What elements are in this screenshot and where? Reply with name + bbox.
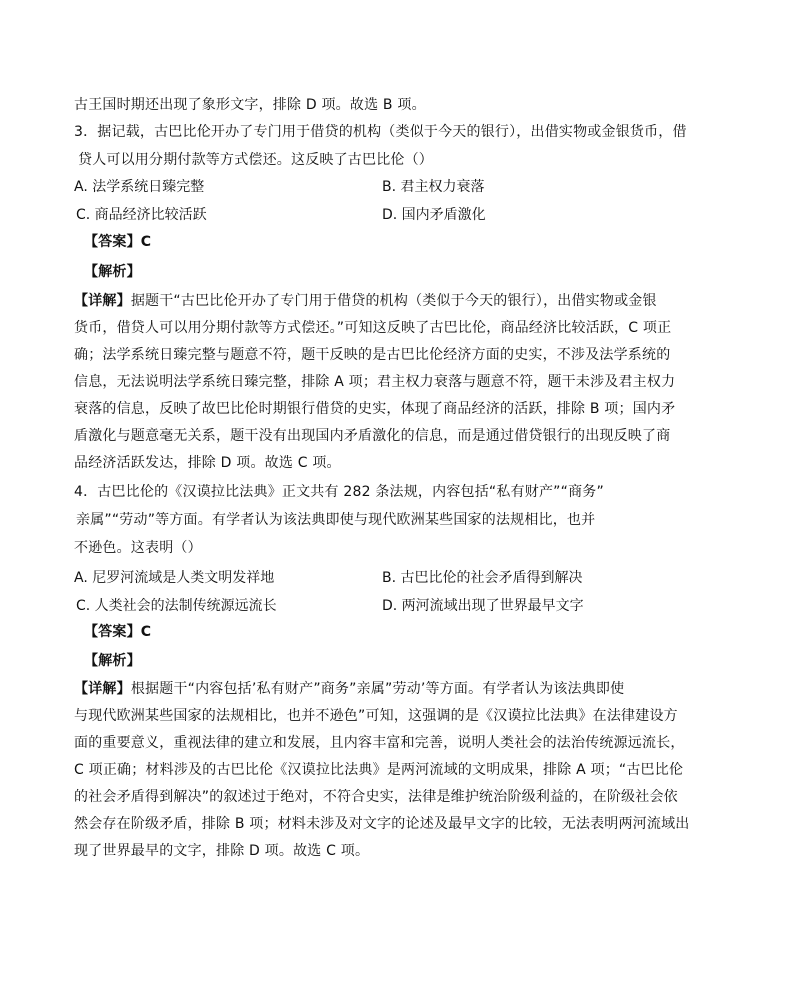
q3-detail-line-2: 货币，借贷人可以用分期付款等方式偿还。”可知这反映了古巴比伦，商品经济比较活跃，C 项正 [74,320,672,336]
q3-option-c: C. 商品经济比较活跃 [76,207,207,223]
q4-detail-line-1: 【详解】根据题干“内容包括’私有财产”商务”亲属”劳动’等方面。有学者认为该法典即使 [74,681,625,697]
q4-option-b: B. 古巴比伦的社会矛盾得到解决 [382,570,583,586]
q4-option-a: A. 尼罗河流域是人类文明发祥地 [74,570,275,586]
q4-detail-label: 【详解】 [74,681,131,697]
q3-detail-label: 【详解】 [74,293,131,309]
q3-answer: 【答案】C [84,234,152,250]
q3-detail-line-3: 确；法学系统日臻完整与题意不符，题干反映的是古巴比伦经济方面的史实，不涉及法学系统的 [74,347,671,363]
q3-stem-line-2: 贷人可以用分期付款等方式偿还。这反映了古巴比伦（） [78,152,433,168]
q3-option-b: B. 君主权力衰落 [382,179,485,195]
q4-option-d: D. 两河流域出现了世界最早文字 [382,598,584,614]
q3-analysis-label: 【解析】 [84,264,141,280]
q3-option-a: A. 法学系统日臻完整 [74,179,205,195]
q4-stem-line-1: 4．古巴比伦的《汉谟拉比法典》正文共有 282 条法规，内容包括“私有财产”“商务” [74,484,604,500]
q4-stem-line-3: 不逊色。这表明（） [74,540,202,556]
q3-option-d: D. 国内矛盾激化 [382,207,486,223]
q4-answer: 【答案】C [84,624,152,640]
q4-stem-line-2: 亲属”“劳动”等方面。有学者认为该法典即使与现代欧洲某些国家的法规相比，也并 [76,512,596,528]
previous-answer-tail: 古王国时期还出现了象形文字，排除 D 项。故选 B 项。 [74,97,426,113]
q3-detail-line-5: 衰落的信息，反映了故巴比伦时期银行借贷的史实，体现了商品经济的活跃，排除 B 项；国内矛 [74,401,676,417]
q3-detail-line-6: 盾激化与题意毫无关系，题干没有出现国内矛盾激化的信息，而是通过借贷银行的出现反映了商 [74,428,671,444]
q4-analysis-label: 【解析】 [84,653,141,669]
q4-detail-line-7: 现了世界最早的文字，排除 D 项。故选 C 项。 [74,843,370,859]
q4-detail-line-4: C 项正确；材料涉及的古巴比伦《汉谟拉比法典》是两河流域的文明成果，排除 A 项；“古巴比伦 [74,762,684,778]
q3-stem-line-1: 3．据记载，古巴比伦开办了专门用于借贷的机构（类似于今天的银行），出借实物或金银货币，借 [74,124,687,140]
q4-detail-line-3: 面的重要意义，重视法律的建立和发展，且内容丰富和完善，说明人类社会的法治传统源远流长， [74,735,685,751]
q3-detail-line-7: 品经济活跃发达，排除 D 项。故选 C 项。 [74,455,341,471]
q4-detail-line-2: 与现代欧洲某些国家的法规相比，也并不逊色”可知，这强调的是《汉谟拉比法典》在法律建设方 [74,708,678,724]
q3-detail-line-4: 信息，无法说明法学系统日臻完整，排除 A 项；君主权力衰落与题意不符，题干未涉及君主权力 [74,374,676,390]
q4-detail-line-6: 然会存在阶级矛盾，排除 B 项；材料未涉及对文字的论述及最早文字的比较，无法表明两河流域出 [74,816,690,832]
q4-option-c: C. 人类社会的法制传统源远流长 [76,598,277,614]
q3-detail-line-1: 【详解】据题干“古巴比伦开办了专门用于借贷的机构（类似于今天的银行），出借实物或金银 [74,293,657,309]
q4-detail-line-5: 的社会矛盾得到解决”的叙述过于绝对，不符合史实，法律是维护统治阶级利益的，在阶级社会依 [74,789,678,805]
